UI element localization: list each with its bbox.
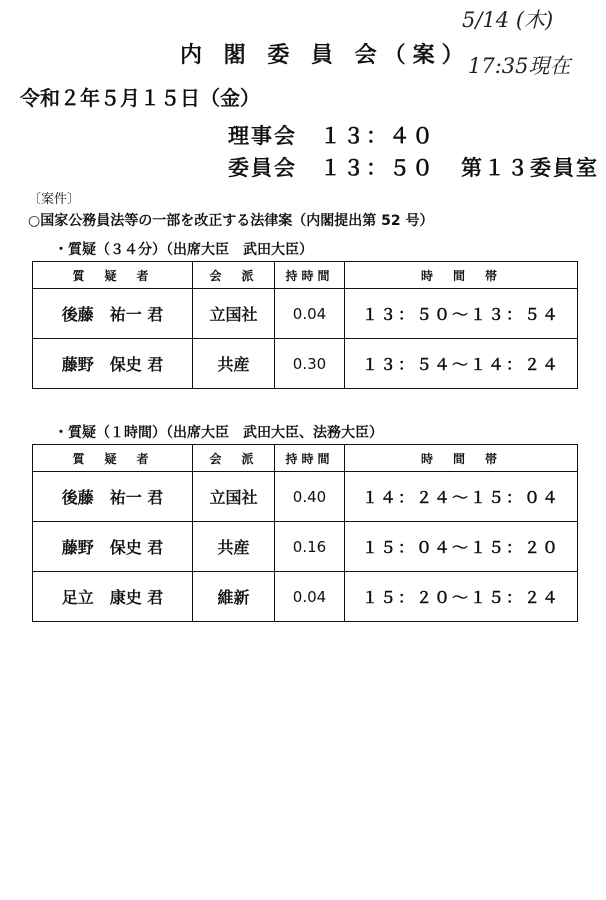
questioner-name: 藤野 保史 君: [33, 522, 193, 572]
time-slot: １５：０４〜１５：２０: [345, 522, 578, 572]
party-name: 維新: [193, 572, 275, 622]
questioner-name: 藤野 保史 君: [33, 339, 193, 389]
table-row: [33, 472, 578, 522]
allotted-time: 0.16: [275, 522, 345, 572]
time-slot: １３：５０〜１３：５４: [345, 289, 578, 339]
meeting-date: 令和２年５月１５日（金）: [20, 86, 260, 110]
allotted-time: 0.30: [275, 339, 345, 389]
session2-table: [32, 444, 578, 622]
session1-table: [32, 261, 578, 389]
col-party: 会 派: [193, 262, 275, 289]
document-title: 内 閣 委 員 会（案）: [180, 43, 471, 68]
bill-title: ○国家公務員法等の一部を改正する法律案（内閣提出第 52 号）: [28, 213, 434, 229]
meeting-room: 第１３委員室: [461, 156, 599, 180]
table-row: [33, 522, 578, 572]
col-questioner: 質 疑 者: [33, 262, 193, 289]
party-name: 共産: [193, 339, 275, 389]
committee-meeting-time: 委員会 １３：５０: [228, 156, 435, 180]
handwritten-date-note: 5/14 (木): [462, 8, 554, 32]
allotted-time: 0.04: [275, 289, 345, 339]
table-header-row: [33, 445, 578, 472]
time-slot: １４：２４〜１５：０４: [345, 472, 578, 522]
time-slot: １５：２０〜１５：２４: [345, 572, 578, 622]
questioner-name: 後藤 祐一 君: [33, 289, 193, 339]
table-row: [33, 289, 578, 339]
table-header-row: [33, 262, 578, 289]
col-questioner: 質 疑 者: [33, 445, 193, 472]
col-time-slot: 時 間 帯: [345, 445, 578, 472]
party-name: 立国社: [193, 289, 275, 339]
session1-title: ・質疑（３４分）（出席大臣 武田大臣）: [54, 242, 313, 258]
agenda-label: 〔案件〕: [28, 192, 81, 207]
handwritten-time-note: 17:35現在: [468, 54, 571, 78]
party-name: 共産: [193, 522, 275, 572]
party-name: 立国社: [193, 472, 275, 522]
allotted-time: 0.04: [275, 572, 345, 622]
questioner-name: 後藤 祐一 君: [33, 472, 193, 522]
allotted-time: 0.40: [275, 472, 345, 522]
table-row: [33, 572, 578, 622]
col-time-slot: 時 間 帯: [345, 262, 578, 289]
table-row: [33, 339, 578, 389]
col-minutes: 持時間: [275, 445, 345, 472]
session2-title: ・質疑（１時間）（出席大臣 武田大臣、法務大臣）: [54, 425, 383, 441]
time-slot: １３：５４〜１４：２４: [345, 339, 578, 389]
col-party: 会 派: [193, 445, 275, 472]
committee-meeting-line: [228, 152, 599, 182]
col-minutes: 持時間: [275, 262, 345, 289]
questioner-name: 足立 康史 君: [33, 572, 193, 622]
directors-meeting-time: 理事会 １３：４０: [228, 124, 435, 148]
